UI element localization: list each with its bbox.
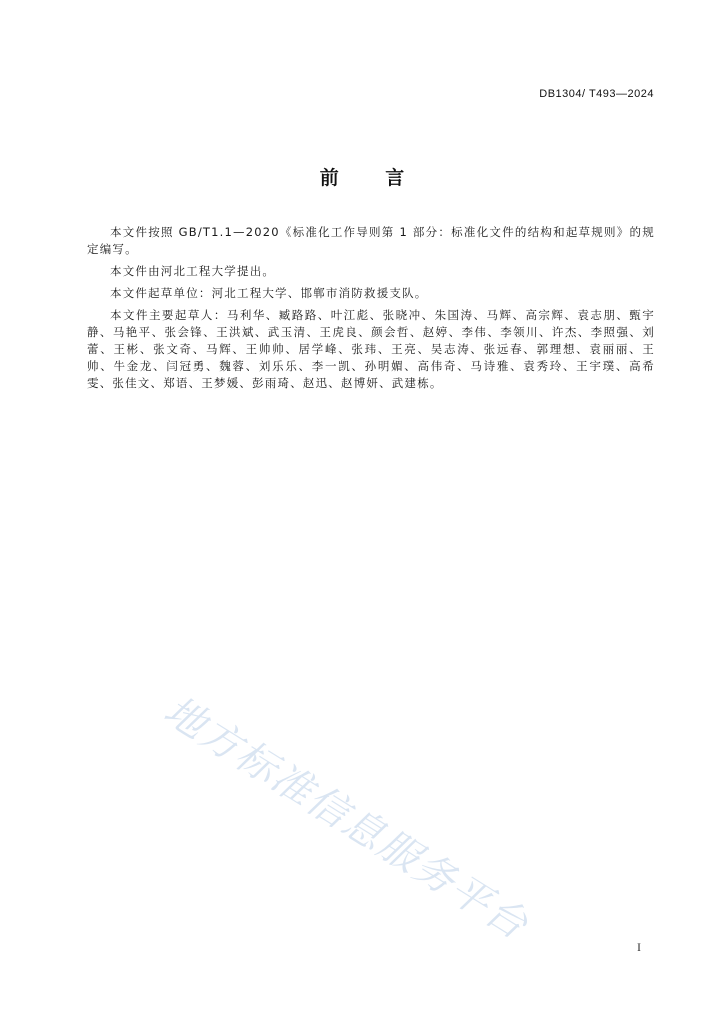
paragraph-drafting-units: 本文件起草单位：河北工程大学、邯郸市消防救援支队。: [110, 286, 428, 300]
paragraph-proposer: 本文件由河北工程大学提出。: [110, 264, 276, 278]
paragraph-drafters: 本文件主要起草人：马利华、臧路路、叶江彪、张晓冲、朱国涛、马辉、高宗辉、袁志朋、甄宇静、马艳平、张会锋、王洪斌、武玉清、王虎良、颜会哲、赵婷、李伟、李领川、许杰、李照强、刘蕾、王彬、张文奇、马辉、王帅帅、居学峰、张玮、王亮、吴志涛、张远春、郭理想、袁丽丽、王帅、牛金龙、闫冠勇、魏蓉、刘乐乐、李一凯、孙明媚、高伟奇、马诗雅、袁秀玲、王宇璞、高希雯、张佳文、郑语、王梦媛、彭雨琦、赵迅、赵博妍、武建栋。: [87, 308, 655, 390]
page-number: I: [637, 940, 641, 954]
document-code: DB1304/ T493—2024: [539, 88, 654, 100]
page-title: 前 言: [319, 167, 425, 189]
paragraph-drafting-basis: 本文件按照 GB/T1.1—2020《标准化工作导则第 1 部分：标准化文件的结构和起草规则》的规定编写。: [87, 225, 655, 256]
document-body: [87, 224, 655, 397]
watermark: 地方标准信息服务平台: [155, 687, 537, 950]
